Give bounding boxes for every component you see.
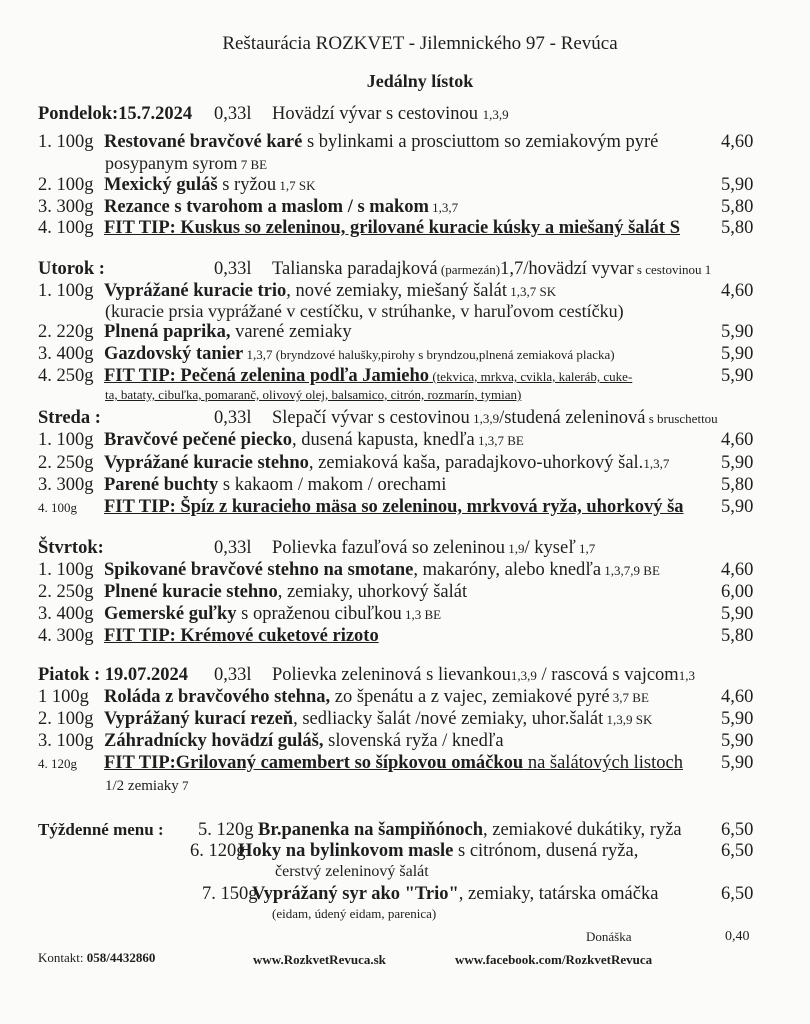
menu-item xyxy=(38,625,379,647)
restaurant-title: Reštaurácia ROZKVET - Jilemnického 97 - Revúca xyxy=(222,33,618,54)
menu-item xyxy=(38,321,352,343)
menu-item xyxy=(38,174,316,196)
item-allergens: 1,3,7 xyxy=(643,456,670,471)
day-label: Streda : xyxy=(38,408,101,428)
menu-item xyxy=(38,581,467,603)
item-description: , zemiaky, tatárska omáčka xyxy=(458,884,659,904)
item-number: 4. 100g xyxy=(38,218,94,238)
item-price: 6,50 xyxy=(721,820,754,840)
fit-tip-name xyxy=(104,752,716,774)
item-name: Vyprážané kuracie stehno xyxy=(104,453,309,473)
item-price: 6,50 xyxy=(721,841,754,861)
soup-name xyxy=(272,407,800,430)
item-name: Vyprážané kuracie trio xyxy=(104,281,287,301)
item-allergens: 1,3,7 SK xyxy=(506,284,557,299)
item-price: 5,80 xyxy=(721,626,754,646)
menu-item xyxy=(202,883,658,905)
item-allergens: 1,3,9 SK xyxy=(603,712,653,727)
day-header-tuesday xyxy=(38,258,798,280)
menu-item xyxy=(38,217,716,239)
fit-tip-name: FIT TIP: Pečená zelenina podľa Jamieho xyxy=(104,366,430,386)
soup-volume: 0,33l xyxy=(214,259,252,279)
soup-text: Slepačí vývar s cestovinou xyxy=(272,408,470,428)
item-number: 2. 100g xyxy=(38,709,94,729)
soup-note-2: s cestovinou 1 xyxy=(633,262,712,277)
item-number: 2. 250g xyxy=(38,582,94,602)
day-label: Piatok : 19.07.2024 xyxy=(38,665,189,685)
fit-tip-name: FIT TIP: Kuskus so zeleninou, grilované kuracie kúsky a miešaný šalát S xyxy=(104,218,681,238)
item-price: 5,90 xyxy=(721,453,754,473)
menu-item xyxy=(38,343,615,365)
day-header-thursday xyxy=(38,537,595,559)
item-number: 4. 120g xyxy=(38,756,77,771)
menu-item xyxy=(38,752,716,774)
item-description: na šalátových listoch xyxy=(523,753,683,773)
item-description: s opraženou cibuľkou xyxy=(236,604,402,624)
item-description: slovenská ryža / knedľa xyxy=(323,731,504,751)
item-number: 3. 300g xyxy=(38,475,94,495)
continuation-text: 1/2 zemiaky xyxy=(105,778,179,794)
item-number: 7. 150g xyxy=(202,884,258,904)
item-number: 3. 400g xyxy=(38,604,94,624)
day-header-wednesday xyxy=(38,407,800,429)
weekly-menu-label: Týždenné menu : xyxy=(38,820,164,839)
item-description: s kakaom / makom / orechami xyxy=(218,475,447,495)
item-description: , dusená kapusta, knedľa xyxy=(292,430,475,450)
item-description: , nové zemiaky, miešaný šalát xyxy=(286,281,507,301)
soup-text-2: / kyseľ xyxy=(524,538,576,558)
item-number: 2. 250g xyxy=(38,453,94,473)
contact xyxy=(38,950,155,966)
contact-label: Kontakt: xyxy=(38,950,87,965)
item-price: 5,90 xyxy=(721,604,754,624)
day-label: Štvrtok: xyxy=(38,538,104,558)
item-price: 5,80 xyxy=(721,218,754,238)
soup-volume: 0,33l xyxy=(214,408,252,428)
item-number: 1. 100g xyxy=(38,430,94,450)
item-price: 5,90 xyxy=(721,344,754,364)
item-allergens: 7 BE xyxy=(237,157,268,172)
item-price: 5,90 xyxy=(721,497,754,517)
item-price: 5,80 xyxy=(721,475,754,495)
item-number: 4. 250g xyxy=(38,366,94,386)
soup-text: Talianska paradajková xyxy=(272,259,438,279)
item-description: , makaróny, alebo knedľa xyxy=(413,560,602,580)
soup-name: Polievka fazuľová so zeleninou xyxy=(272,538,506,558)
soup-allergens: 1,3,9 xyxy=(482,107,509,122)
soup-note: (parmezán) xyxy=(437,262,501,277)
website-link[interactable]: www.RozkvetRevuca.sk xyxy=(253,952,386,967)
item-allergens: 1,3,7,9 BE xyxy=(601,563,660,578)
item-name: Vyprážaný kurací rezeň xyxy=(104,709,294,729)
item-name: Hoky na bylinkovom masle xyxy=(238,841,454,861)
item-price: 6,50 xyxy=(721,884,754,904)
continuation-text: posypanym syrom xyxy=(105,153,238,173)
item-price: 6,00 xyxy=(721,582,754,602)
fit-tip-dish: FIT TIP:Grilovaný camembert so šípkovou omáčkou xyxy=(104,753,524,773)
item-allergens: 1,3,7 BE xyxy=(474,433,524,448)
item-allergens: 1,3,7 (bryndzové halušky,pirohy s bryndzou,plnená zemiaková placka) xyxy=(243,347,615,362)
fit-tip-name: FIT TIP: Krémové cuketové rizoto xyxy=(104,626,379,646)
item-name: Br.panenka na šampiňónoch xyxy=(258,820,483,840)
delivery-label: Donáška xyxy=(586,929,632,944)
item-price: 5,80 xyxy=(721,197,754,217)
item-continuation: ta, bataty, cibuľka, pomaranč, olivový olej, balsamico, citrón, rozmarín, tymian) xyxy=(105,387,522,402)
item-name: Parené buchty xyxy=(104,475,219,495)
item-number: 1. 100g xyxy=(38,132,94,152)
item-number: 2. 100g xyxy=(38,175,94,195)
fit-tip-name xyxy=(104,496,716,518)
soup-text-2: 1,7/hovädzí vyvar xyxy=(500,259,634,279)
item-price: 5,90 xyxy=(721,731,754,751)
item-description: , sedliacky šalát /nové zemiaky, uhor.šalát xyxy=(293,709,604,729)
item-continuation: (eidam, údený eidam, parenica) xyxy=(272,906,437,921)
item-price: 5,90 xyxy=(721,175,754,195)
soup-volume: 0,33l xyxy=(214,104,252,124)
item-description: s bylinkami a prosciuttom so zemiakovým pyré xyxy=(302,132,659,152)
item-name: Mexický guláš xyxy=(104,175,218,195)
item-price: 4,60 xyxy=(721,560,754,580)
item-allergens: 1,3 BE xyxy=(401,607,442,622)
soup-note: 1,9 xyxy=(505,541,525,556)
item-number: 1. 100g xyxy=(38,560,94,580)
soup-note-2: 1,3 xyxy=(678,668,695,683)
item-price: 5,90 xyxy=(721,366,754,386)
item-ingredients: (tekvica, mrkva, cvikla, kaleráb, cuke- xyxy=(429,369,633,384)
item-continuation: (kuracie prsia vyprážané v cestíčku, v strúhanke, v haruľovom cestíčku) xyxy=(105,301,624,321)
item-description: s ryžou xyxy=(217,175,277,195)
item-price: 5,90 xyxy=(721,322,754,342)
menu-item xyxy=(38,496,716,518)
menu-item xyxy=(38,603,441,625)
soup-volume: 0,33l xyxy=(214,538,252,558)
menu-item xyxy=(38,429,524,451)
delivery-price: 0,40 xyxy=(725,929,750,944)
soup-volume: 0,33l xyxy=(214,665,252,685)
facebook-link[interactable]: www.facebook.com/RozkvetRevuca xyxy=(455,952,653,967)
day-header-monday xyxy=(38,103,509,125)
item-continuation xyxy=(105,152,267,176)
item-description: s citrónom, dusená ryža, xyxy=(453,841,639,861)
item-name: Plnená paprika, xyxy=(104,322,231,342)
item-name: Vyprážaný syr ako "Trio" xyxy=(252,884,459,904)
item-allergens: 1,7 SK xyxy=(276,178,316,193)
item-name: Gemerské guľky xyxy=(104,604,237,624)
item-name: Plnené kuracie stehno xyxy=(104,582,278,602)
item-number: 6. 120g xyxy=(190,841,246,861)
item-description: , zemiaková kaša, paradajkovo-uhorkový šal. xyxy=(308,453,644,473)
day-label: Utorok : xyxy=(38,259,105,279)
menu-item xyxy=(38,686,649,708)
weekly-menu-row xyxy=(38,819,682,841)
item-price: 5,90 xyxy=(721,753,754,773)
fit-tip-label: FIT TIP xyxy=(104,497,170,517)
item-price: 5,90 xyxy=(721,709,754,729)
day-header-friday xyxy=(38,664,695,686)
item-description: zo špenátu a z vajec, zemiakové pyré xyxy=(330,687,610,707)
item-name: Roláda z bravčového stehna, xyxy=(104,687,331,707)
item-number: 3. 400g xyxy=(38,344,94,364)
item-allergens: 3,7 BE xyxy=(609,690,649,705)
menu-item xyxy=(38,474,446,496)
item-allergens: 7 xyxy=(178,778,189,793)
menu-item xyxy=(38,280,556,302)
item-number: 3. 300g xyxy=(38,197,94,217)
item-description: varené zemiaky xyxy=(230,322,352,342)
item-name: Rezance s tvarohom a maslom / s makom xyxy=(104,197,429,217)
item-name: Bravčové pečené piecko xyxy=(104,430,293,450)
item-price: 4,60 xyxy=(721,132,754,152)
item-description: , zemiakové dukátiky, ryža xyxy=(483,820,682,840)
soup-name: Polievka zeleninová s lievankou xyxy=(272,665,511,685)
item-number: 4. 100g xyxy=(38,500,77,515)
menu-item xyxy=(38,559,660,581)
soup-note-2: 1,7 xyxy=(575,541,596,556)
menu-item xyxy=(38,730,504,752)
menu-item xyxy=(38,131,658,153)
menu-heading: Jedálny lístok xyxy=(366,71,474,91)
item-continuation xyxy=(105,773,188,797)
item-number: 3. 100g xyxy=(38,731,94,751)
item-number: 5. 120g xyxy=(198,820,254,840)
item-price: 4,60 xyxy=(721,430,754,450)
item-continuation: čerstvý zeleninový šalát xyxy=(275,863,429,880)
day-label: Pondelok:15.7.2024 xyxy=(38,104,193,124)
item-price: 4,60 xyxy=(721,687,754,707)
item-allergens: 1,3,7 xyxy=(428,200,459,215)
contact-phone: 058/4432860 xyxy=(86,950,156,965)
menu-item xyxy=(38,452,669,474)
item-number: 1. 100g xyxy=(38,281,94,301)
item-name: Spikované bravčové stehno na smotane xyxy=(104,560,414,580)
menu-item xyxy=(190,840,638,862)
item-description: , zemiaky, uhorkový šalát xyxy=(277,582,468,602)
item-name: Restované bravčové karé xyxy=(104,132,303,152)
item-price: 4,60 xyxy=(721,281,754,301)
menu-item xyxy=(38,708,652,730)
menu-item xyxy=(38,196,458,218)
item-number: 1 100g xyxy=(38,687,89,707)
soup-name xyxy=(272,258,798,281)
soup-text-2: / rascová s vajcom xyxy=(536,665,679,685)
item-number: 2. 220g xyxy=(38,322,94,342)
item-number: 4. 300g xyxy=(38,626,94,646)
soup-note: 1,3,9 xyxy=(469,411,500,426)
item-name: Záhradnícky hovädzí guláš, xyxy=(104,731,324,751)
soup-note-2: s bruschettou xyxy=(645,411,718,426)
soup-text-2: /studená zeleninová xyxy=(499,408,646,428)
item-name: Gazdovský tanier xyxy=(104,344,244,364)
fit-tip-dish: : Špíz z kuracieho mäsa so zeleninou, mrkvová ryža, uhorkový ša xyxy=(169,497,684,517)
soup-name: Hovädzí vývar s cestovinou xyxy=(272,104,479,124)
soup-note: 1,3,9 xyxy=(510,668,537,683)
